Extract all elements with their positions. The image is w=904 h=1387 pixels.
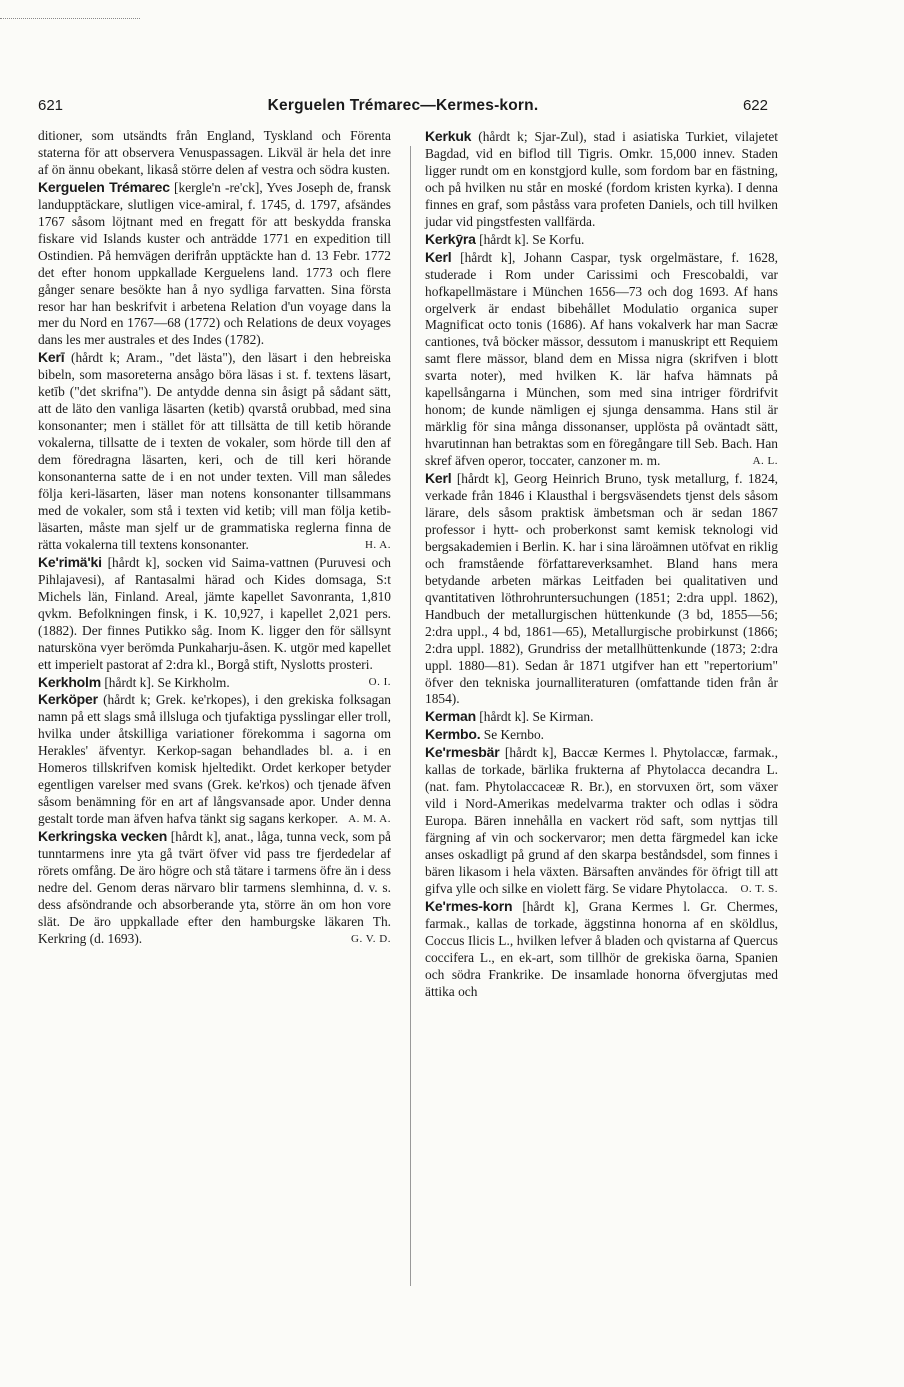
entry bbox=[425, 898, 778, 1001]
entry-text: [hårdt k], socken vid Saima-vattnen (Puruvesi och Pihlajavesi), af Rantasalmi härad och Kides domsaga, S:t Michels län, Finland. Areal, jämte kapellet Savonranta, 1,810 qvkm. Befolkningen finsk, i K. 10,927, i kapellet 2,021 pers. (1882). Der finnes Putikko såg. Inom K. ligger den för sällsynt natursköna vyer berömda Punkaharju-åsen. K. utgör med kapellet ett imperielt pastorat af 2:dra kl., Borgå stift, Nyslotts prosteri. bbox=[38, 554, 391, 672]
entry bbox=[425, 470, 778, 708]
entry-signature: A. M. A. bbox=[348, 813, 391, 826]
entry-signature: H. A. bbox=[364, 538, 391, 551]
entry bbox=[38, 691, 391, 828]
entry-text: (hårdt k; Sjar-Zul), stad i asiatiska Turkiet, vilajetet Bagdad, vid en biflod till Tigris. Omkr. 15,000 innev. Staden ligger rundt om en konstgjord kulle, som fordom bar en fästning, och på hvilken nu står en moské (fordom kristen kyrka). I denna finnes en graf, som påståss vara profeten Daniels, och till hvilken judar vid pingstfesten vallfärda. bbox=[425, 129, 778, 229]
entry bbox=[425, 726, 778, 744]
entry bbox=[425, 231, 778, 249]
entry-headword: Ke'rmesbär bbox=[425, 744, 500, 761]
entry-text: [hårdt k], anat., låga, tunna veck, som på tunntarmens inre yta gå tvärt öfver vid pass tre fjerdedelar af rörets omfång. De äro högre och stå tätare i tarmens öfre än i dess nedre del. Genom deras närvaro blir tarmens slemhinna, d. v. s. dess afsöndrande och absorberande yta, större än om hon vore slät. De äro uppkallade efter den hamburgske läkaren Th. Kerkring (d. 1693). bbox=[38, 829, 391, 946]
entry-headword: Kerkuk bbox=[425, 128, 472, 144]
entry-text: [kergle'n -re'ck], Yves Joseph de, fransk landupptäckare, slutligen vice-amiral, f. 1745, d. 1797, afsändes 1767 såsom löjtnant med en fregatt för att beskydda franska fiskare vid Islands kuster och anträdde 1771 en expedition till Ostindien. På hemvägen derifrån upptäckte han d. 13 Febr. 1772 det efter honom uppkallade Kerguelens land. 1773 och flere gånger senare besökte han å nyo sydliga farvatten. Sina första resor har han beskrifvit i arbetena Relation d'un voyage dans la mer du Nord en 1767—68 (1772) och Relations de deux voyages dans les mer australes et des Indes (1782). bbox=[38, 179, 391, 348]
entry bbox=[425, 744, 778, 898]
entry-headword: Kerköper bbox=[38, 691, 98, 708]
entry-headword: Kerman bbox=[425, 708, 476, 725]
entry bbox=[38, 349, 391, 553]
entry bbox=[425, 128, 778, 231]
right-column bbox=[425, 128, 778, 1001]
entry bbox=[38, 674, 391, 692]
top-rule bbox=[0, 18, 140, 19]
left-column bbox=[38, 128, 391, 948]
entry-text: ditioner, som utsändts från England, Tyskland och Förenta staterna för att observera Venuspassagen. Likväl är hela det inre af ön ännu obekant, likaså större delen af vestra och södra kusten. bbox=[38, 128, 391, 177]
page-title: Kerguelen Trémarec—Kermes-korn. bbox=[267, 97, 539, 114]
entry-headword: Ke'rmes-korn bbox=[425, 897, 513, 914]
entry-headword: Ke'rimä'ki bbox=[38, 553, 102, 570]
entry-text: [hårdt k]. Se Kirman. bbox=[479, 709, 594, 725]
entry-text: [hårdt k]. Se Kirkholm. bbox=[104, 674, 230, 690]
entry-text: [hårdt k], Baccæ Kermes l. Phytolaccæ, farmak., kallas de torkade, bärlika frukterna af Phytolacca decandra L. (nat. fam. Phytolaccaceæ R. Br.), en storvuxen ört, som växer vild i Nord-Amerikas medelvarma trakter och odlas i södra Europa. Bären innehålla en vackert röd saft, som nyttjas till färgning af vin och sockervaror; men detta färgmedel kan icke anses oskadligt på grund af den skarpa beståndsdel, som finnes i bären likasom i hela växten. Bärsaften användes för öfrigt till att gifva ylle och silke en violett färg. Se vidare Phytolacca. bbox=[425, 745, 778, 896]
entry-headword: Kerkȳra bbox=[425, 230, 476, 247]
entry-signature: O. I. bbox=[368, 675, 391, 688]
page-header bbox=[38, 97, 768, 117]
entry-signature: O. T. S. bbox=[740, 882, 778, 895]
column-divider bbox=[410, 146, 411, 1286]
entry-text: [hårdt k], Johann Caspar, tysk orgelmästare, f. 1628, studerade i Rom under Carissimi och Frescobaldi, var hofkapellmästare i München 1656—73 och dog 1693. Af hans orgelverk är endast bibehållet Modulatio organica super Magnificat octo tonis (1686). Af hans vokalverk har man Sacræ cantiones, två böcker mässor, dessutom i manuskript ett Requiem samt flere mässor, bland dem en Missa nigra (skrifven i blott svarta noter), med hvilken K. lär hafva hämnats på kapellsångarna i München, som med sina intriger fördrifvit honom; de kunde nämligen ej sjunga densamma. Hans stil är märklig för sina många dissonanser, upplösta på oväntadt sätt, hvarutinnan han betraktas som en föregångare till Seb. Bach. Han skref äfven operor, toccater, canzoner m. m. bbox=[425, 249, 778, 469]
entry-headword: Kerl bbox=[425, 248, 452, 265]
entry-text: [hårdt k], Georg Heinrich Bruno, tysk metallurg, f. 1824, verkade från 1846 i Klausthal i bergsväsendets tjenst dels såsom lärare, dels såsom praktisk ämbetsman och är sedan 1867 professor i hytt- och proberkonst samt kemisk teknologi vid bergsakademien i Berlin. K. har i sina läroämnen utöfvat en riklig och framstående författareverksamhet. Bland hans mera betydande arbeten märkas Leitfaden bei qualitativen und qvantitativen löthrohruntersuchungen (1851; 2:dra uppl. 1862), Handbuch der metallurgischen hüttenkunde (3 bd, 1855—56; 2:dra uppl., 4 bd, 1861—65), Metallurgische probirkunst (1866; 2:dra uppl. 1882), Grundriss der metallhüttenkunde (1873; 2:dra uppl. 1880—81). Sedan år 1871 utgifver han ett "repertorium" öfver den tekniska journalliteraturen (omfattande tiden från år 1854). bbox=[425, 471, 778, 707]
entry bbox=[425, 249, 778, 470]
entry bbox=[38, 128, 391, 179]
entry-headword: Kerguelen Trémarec bbox=[38, 178, 170, 195]
entry-text: (hårdt k; Aram., "det lästa"), den läsart i den hebreiska bibeln, som masoreterna ansågo böra läsas i st. f. textens läsart, ketīb ("det skrifna"). De antydde denna sin åsigt på sådant sätt, att de läto den vanliga läsarten (ketib) qvarstå orubbad, med sina konsonanter; men i stället för att tillsätta de till ketib hörande vokalerna, tillsatte de i texten de vokaler, som hörde till den af dem föredragna läsarten, keri, och de till keri hörande konsonanterna satte de i en not under texten. Vill man således följa keri-läsarten, läser man notens konsonanter tillsammans med de vokaler, som stå i texten vid ketib; vill man följa ketib-läsarten, måste man sjelf ur de grammatiska reglerna finna de rätta vokalerna till textens konsonanter. bbox=[38, 350, 391, 552]
entry-text: (hårdt k; Grek. ke'rkopes), i den grekiska folksagan namn på ett slags små illsluga och tjufaktiga pysslingar eller troll, hvilka under åtskilliga variationer förekomma i sagorna om Herakles' äfventyr. Kerkop-sagan behandlades bl. a. i en Homeros tillskrifven komisk hjeltedikt. Ordet kerkoper betyder egentligen varelser med svans (Grek. ke'rkos) och tjenade äfven såsom benämning för en art af långsvansade apor. Under denna gestalt torde man äfven hafva tänkt sig sagans kerkoper. bbox=[38, 692, 391, 827]
entry-headword: Kerī bbox=[38, 349, 65, 366]
entry-text: [hårdt k]. Se Korfu. bbox=[479, 231, 585, 247]
entry bbox=[38, 179, 391, 350]
entry-headword: Kerkringska vecken bbox=[38, 828, 168, 845]
entry-headword: Kerkholm bbox=[38, 673, 101, 690]
entry-headword: Kermbo. bbox=[425, 726, 481, 743]
entry bbox=[425, 708, 778, 726]
entry-signature: A. L. bbox=[752, 455, 778, 468]
entry bbox=[38, 828, 391, 948]
entry-headword: Kerl bbox=[425, 470, 452, 487]
entry-text: Se Kernbo. bbox=[483, 727, 544, 743]
entry-text: [hårdt k], Grana Kermes l. Gr. Chermes, farmak., kallas de torkade, äggstinna honorna af en sköldlus, Coccus Ilicis L., hvilken lefver å bladen och qvistarna af Quercus coccifera L., en ek-art, som tillhör de grekiska öarna, Spanien och södra Frankrike. De insamlade honorna öfvergjutas med ättika och bbox=[425, 898, 778, 999]
entry-signature: G. V. D. bbox=[351, 932, 391, 945]
page-number-left: 621 bbox=[38, 97, 64, 114]
page-number-right: 622 bbox=[742, 97, 768, 114]
